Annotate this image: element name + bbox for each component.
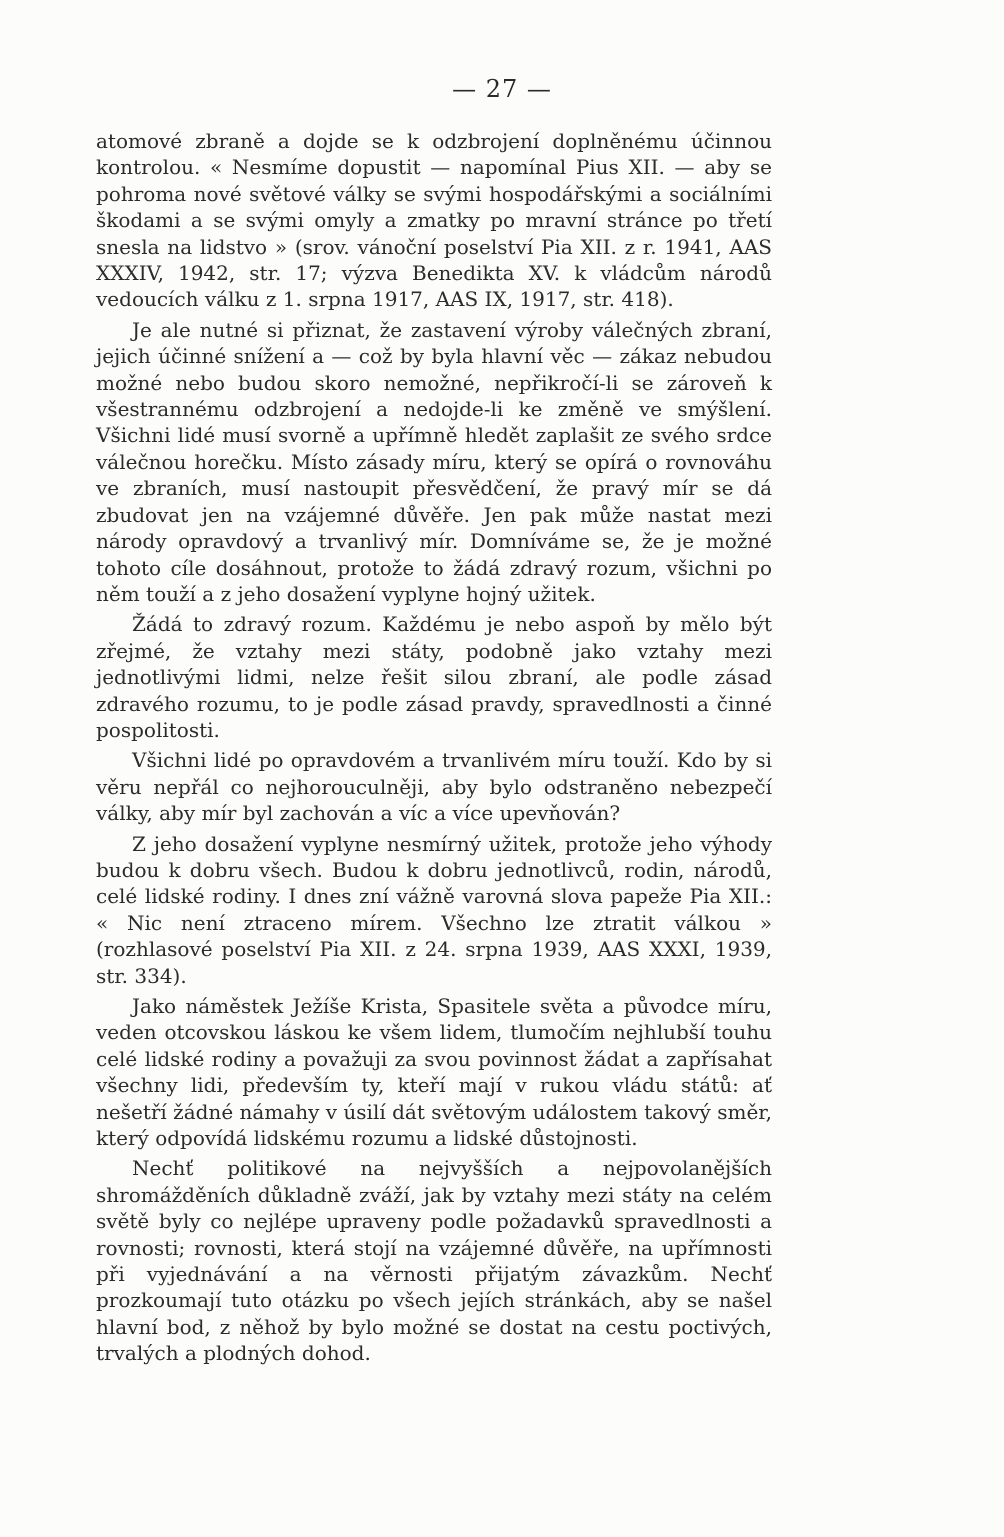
page-number: — 27 —: [452, 75, 552, 103]
body-text: [96, 128, 772, 1367]
paragraph-2: Je ale nutné si přiznat, že zastavení výroby válečných zbraní, jejich účinné snížení a — což by byla hlavní věc — zákaz nebudou možné nebo budou skoro nemožné, nepřikročí-li se zároveň k všestrannému odzbrojení a nedojde-li ke změně ve smýšlení. Všichni lidé musí svorně a upřímně hledět zaplašit ze svého srdce válečnou horečku. Místo zásady míru, který se opírá o rovnováhu ve zbraních, musí nastoupit přesvědčení, že pravý mír se dá zbudovat jen na vzájemné důvěře. Jen pak může nastat mezi národy opravdový a trvanlivý mír. Domníváme se, že je možné tohoto cíle dosáhnout, protože to žádá zdravý rozum, všichni po něm touží a z jeho dosažení vyplyne hojný užitek.: [96, 317, 772, 606]
paragraph-1: atomové zbraně a dojde se k odzbrojení doplněnému účinnou kontrolou. « Nesmíme dopustit — napomínal Pius XII. — aby se pohroma nové světové války se svými hospodářskými a sociálními škodami a se svými omyly a zmatky po mravní stránce po třetí snesla na lidstvo » (srov. vánoční poselství Pia XII. z r. 1941, AAS XXXIV, 1942, str. 17; výzva Benedikta XV. k vládcům národů vedoucích válku z 1. srpna 1917, AAS IX, 1917, str. 418).: [96, 129, 772, 312]
paragraph-4: Všichni lidé po opravdovém a trvanlivém míru touží. Kdo by si věru nepřál co nejhorouculněji, aby bylo odstraněno nebezpečí války, aby mír byl zachován a víc a více upevňován?: [96, 748, 772, 826]
paragraph-6: Jako náměstek Ježíše Krista, Spasitele světa a původce míru, veden otcovskou láskou ke všem lidem, tlumočím nejhlubší touhu celé lidské rodiny a považuji za svou povinnost žádat a zapřísahat všechny lidi, především ty, kteří mají v rukou vládu států: ať nešetří žádné námahy v úsilí dát světovým událostem takový směr, který odpovídá lidskému rozumu a lidské důstojnosti.: [96, 994, 772, 1151]
paragraph-5: Z jeho dosažení vyplyne nesmírný užitek, protože jeho výhody budou k dobru všech. Budou k dobru jednotlivců, rodin, národů, celé lidské rodiny. I dnes zní vážně varovná slova papeže Pia XII.: « Nic není ztraceno mírem. Všechno lze ztratit válkou » (rozhlasové poselství Pia XII. z 24. srpna 1939, AAS XXXI, 1939, str. 334).: [96, 831, 772, 988]
paragraph-7: Nechť politikové na nejvyšších a nejpovolanějších shromážděních důkladně zváží, jak by vztahy mezi státy na celém světě byly co nejlépe upraveny podle požadavků spravedlnosti a rovnosti; rovnosti, která stojí na vzájemné důvěře, na upřímnosti při vyjednávání a na věrnosti přijatým závazkům. Nechť prozkoumají tuto otázku po všech jejích stránkách, aby se našel hlavní bod, z něhož by bylo možné se dostat na cestu poctivých, trvalých a plodných dohod.: [96, 1156, 772, 1366]
paragraph-3: Žádá to zdravý rozum. Každému je nebo aspoň by mělo být zřejmé, že vztahy mezi státy, podobně jako vztahy mezi jednotlivými lidmi, nelze řešit silou zbraní, ale podle zásad zdravého rozumu, to je podle zásad pravdy, spravedlnosti a činné pospolitosti.: [96, 612, 772, 742]
